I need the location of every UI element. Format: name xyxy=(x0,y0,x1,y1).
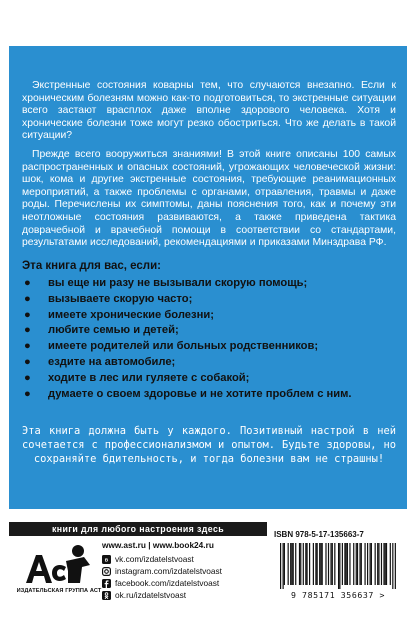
list-item xyxy=(22,308,396,324)
barcode-bar xyxy=(353,543,354,585)
barcode-bar xyxy=(334,543,335,585)
barcode-bar xyxy=(328,543,329,585)
barcode-bar xyxy=(322,543,323,585)
instagram-icon xyxy=(102,567,111,576)
list-item-text: ходите в лес или гуляете с собакой; xyxy=(48,371,250,384)
list-item xyxy=(22,387,396,403)
barcode-bar xyxy=(383,543,384,585)
barcode-bar xyxy=(315,543,316,585)
barcode-bar xyxy=(330,543,331,585)
barcode-bar xyxy=(344,543,345,585)
barcode-bar xyxy=(386,543,387,585)
bullet-icon: ● xyxy=(24,292,31,305)
social-link-text: ok.ru/izdatelstvoast xyxy=(115,590,187,600)
barcode-bar xyxy=(364,543,365,585)
barcode-bar xyxy=(325,543,326,585)
bullet-icon: ● xyxy=(24,387,31,400)
barcode-bar xyxy=(293,543,294,585)
website-links[interactable]: www.ast.ru | www.book24.ru xyxy=(102,540,214,550)
barcode-bar xyxy=(305,543,306,585)
list-item-text: ездите на автомобиле; xyxy=(48,355,176,368)
barcode-bar xyxy=(359,543,360,585)
list-item xyxy=(22,292,396,308)
barcode-bar xyxy=(319,543,320,585)
publisher-links xyxy=(102,540,262,601)
list-item xyxy=(22,355,396,371)
social-link-ok[interactable] xyxy=(102,589,262,601)
facebook-icon xyxy=(102,579,111,588)
bullet-icon: ● xyxy=(24,324,31,337)
publisher-logo xyxy=(14,543,104,599)
barcode-bar xyxy=(346,543,347,585)
barcode-bar xyxy=(385,543,386,585)
audience-list-title: Эта книга для вас, если: xyxy=(22,260,162,272)
closing-statement: Эта книга должна быть у каждого. Позитивный настрой в ней сочетается с профессионализмом и опытом. Будьте здоровы, но сохраняйте бдительность, и тогда болезни вам не страшны! xyxy=(22,425,396,465)
bullet-icon: ● xyxy=(24,277,31,289)
bullet-icon: ● xyxy=(24,371,31,384)
bullet-icon: ● xyxy=(24,308,31,321)
audience-list xyxy=(22,260,396,402)
barcode-bar xyxy=(390,543,391,585)
barcode-bar xyxy=(288,543,289,585)
barcode-bar xyxy=(291,543,292,585)
list-item-text: любите семью и детей; xyxy=(48,324,179,337)
social-link-facebook[interactable] xyxy=(102,577,262,589)
list-item-text: вы еще ни разу не вызывали скорую помощь; xyxy=(48,277,308,289)
barcode-bar xyxy=(378,543,379,585)
barcode-bar xyxy=(347,543,348,585)
social-link-text: facebook.com/izdatelstvoast xyxy=(115,578,220,588)
barcode-bar xyxy=(317,543,318,585)
barcode-bar xyxy=(290,543,291,585)
barcode-bar xyxy=(283,543,284,589)
intro-paragraph-2: Прежде всего вооружиться знаниями! В этой книге описаны 100 самых распространенных и опасных состояний, угрожающих человеческой жизни: шок, кома и другие экстренные состояния, требующие реанимационных мероприятий, а также проблемы с органами, отравления, травмы и даже роды. Перечислены их симптомы, даны пояснения того, как и почему эти неотложные состояния развиваются, а также приведена тактика доврачебной и врачебной помощи в соответствии со стандартами, результатами исследований, рекомендациями и приказами Минздрава РФ. xyxy=(22,148,396,249)
barcode-bar xyxy=(370,543,371,585)
social-link-instagram[interactable] xyxy=(102,565,262,577)
barcode-bar xyxy=(395,543,396,589)
social-link-text: vk.com/izdatelstvoast xyxy=(115,554,194,564)
svg-text:в: в xyxy=(104,557,109,564)
barcode-bar xyxy=(349,543,350,585)
barcode-bar xyxy=(371,543,372,585)
list-item-text: имеете родителей или больных родственников; xyxy=(48,340,319,353)
barcode-icon xyxy=(280,543,396,589)
barcode-bar xyxy=(339,543,340,589)
list-item xyxy=(22,276,396,292)
barcode-bar xyxy=(392,543,393,589)
list-item xyxy=(22,323,396,339)
logo-caption: ИЗДАТЕЛЬСКАЯ ГРУППА АСТ xyxy=(16,588,102,594)
barcode-bar xyxy=(361,543,362,585)
barcode-bar xyxy=(313,543,314,585)
list-item-text: имеете хронические болезни; xyxy=(48,308,214,321)
barcode-bar xyxy=(356,543,357,585)
barcode-bar xyxy=(332,543,333,585)
barcode-bar xyxy=(320,543,321,585)
list-item-text: вызываете скорую часто; xyxy=(48,292,193,305)
ok-icon xyxy=(102,591,111,600)
intro-paragraph-1: Экстренные состояния коварны тем, что случаются внезапно. Если к хроническим болезням можно как-то подготовиться, то экстренные ситуации всего застают врасплох даже вполне здорового человека. Хотя и хронические болезни тоже могут резко обостриться. Что же делать в такой ситуации? xyxy=(22,80,396,142)
list-item xyxy=(22,339,396,355)
barcode-bar xyxy=(280,543,281,589)
barcode-bar xyxy=(375,543,376,585)
ast-logo-icon xyxy=(22,543,94,587)
bullet-icon: ● xyxy=(24,355,31,368)
barcode-bar xyxy=(342,543,343,585)
barcode-bar xyxy=(367,543,368,585)
barcode xyxy=(272,541,404,601)
barcode-bar xyxy=(299,543,300,585)
barcode-bar xyxy=(284,543,285,585)
bullet-icon: ● xyxy=(24,340,31,353)
barcode-digits: 9 785171 356637 > xyxy=(291,590,385,600)
barcode-bar xyxy=(309,543,310,585)
barcode-bar xyxy=(357,543,358,585)
barcode-bar xyxy=(295,543,296,585)
list-item-text: думаете о своем здоровье и не хотите проблем с ним. xyxy=(48,387,352,400)
barcode-bar xyxy=(338,543,339,589)
barcode-bar xyxy=(381,543,382,585)
barcode-bar xyxy=(377,543,378,585)
barcode-bar xyxy=(306,543,307,585)
vk-icon xyxy=(102,555,111,564)
intro-text xyxy=(22,80,396,256)
isbn-label: ISBN 978-5-17-135663-7 xyxy=(274,530,364,539)
barcode-bar xyxy=(300,543,301,585)
publisher-tagline: книги для любого настроения здесь xyxy=(9,522,267,536)
social-link-vk[interactable] xyxy=(102,553,262,565)
social-link-text: instagram.com/izdatelstvoast xyxy=(115,566,222,576)
barcode-bar xyxy=(303,543,304,585)
list-item xyxy=(22,371,396,387)
